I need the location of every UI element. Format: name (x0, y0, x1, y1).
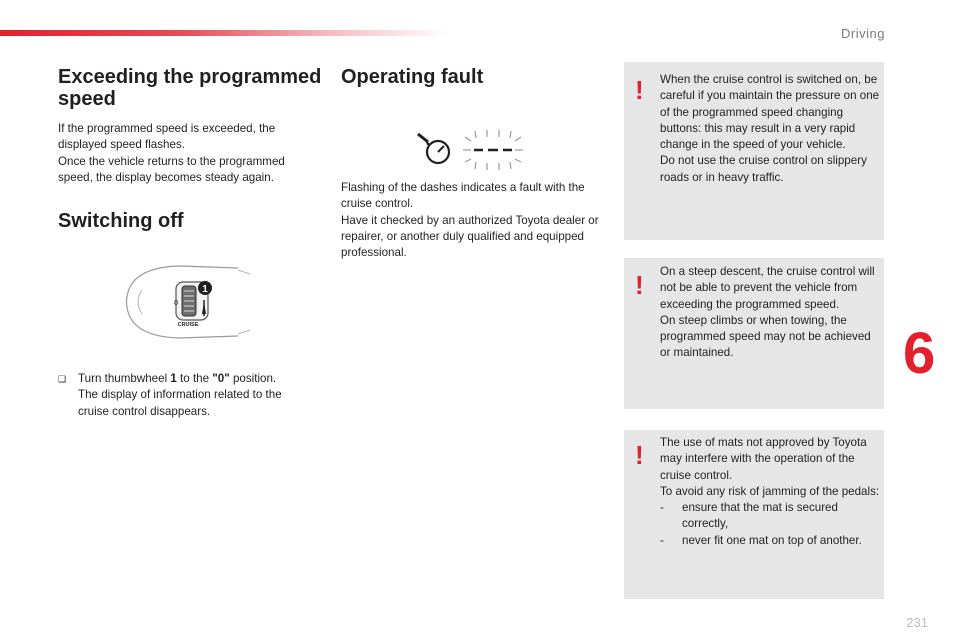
list-item: - ensure that the mat is secured correctly, (660, 500, 882, 533)
header-accent-bar (0, 30, 450, 36)
section-title: Driving (841, 26, 885, 41)
warning-box-1 (624, 62, 884, 240)
switching-off-instruction: ❑ Turn thumbwheel 1 to the "0" position. The display of information related to the cruise control disappears. (58, 372, 282, 418)
cruise-label: CRUISE (177, 322, 199, 328)
warning-text-1: When the cruise control is switched on, be careful if you maintain the pressure on one of the programmed speed changing buttons: this may result in a very rapid change in the speed of your vehicle. Do not use the cruise control on slippery roads or in heavy traffic. (660, 73, 880, 184)
warning-box-2 (624, 258, 884, 409)
warning-box-3 (624, 430, 884, 599)
chapter-number: 6 (903, 321, 936, 386)
switching-off-title: Switching off (58, 210, 184, 232)
operating-fault-title: Operating fault (341, 66, 484, 88)
thumbwheel-zero-label: 0 (174, 300, 178, 307)
warning-text-2: On a steep descent, the cruise control will not be able to prevent the vehicle from exceeding the programmed speed. On steep climbs or when towing, the programmed speed may not be achieved or maintained. (660, 265, 875, 360)
exceeding-text: If the programmed speed is exceeded, the displayed speed flashes. Once the vehicle returns to the programmed speed, the display becomes steady again. (58, 122, 285, 184)
warning-3-intro: The use of mats not approved by Toyota may interfere with the operation of the cruise control. To avoid any risk of jamming of the pedals: (660, 436, 880, 498)
warning-icon: ! (635, 440, 644, 470)
operating-fault-text: Flashing of the dashes indicates a fault with the cruise control. Have it checked by an authorized Toyota dealer or repairer, or another duly qualified and equipped professional. (341, 181, 599, 260)
callout-number: 1 (202, 284, 208, 295)
warning-icon: ! (635, 270, 644, 300)
speedometer-fault-icon (415, 128, 530, 173)
warning-3-list (660, 500, 882, 549)
steering-thumbwheel-illustration (120, 262, 260, 342)
warning-text-3 (660, 435, 882, 549)
bullet-icon: ❑ (58, 374, 67, 384)
exceeding-title: Exceeding the programmed speed (58, 66, 322, 110)
warning-icon: ! (635, 75, 644, 105)
list-item: - never fit one mat on top of another. (660, 533, 882, 549)
page-number: 231 (906, 615, 928, 630)
